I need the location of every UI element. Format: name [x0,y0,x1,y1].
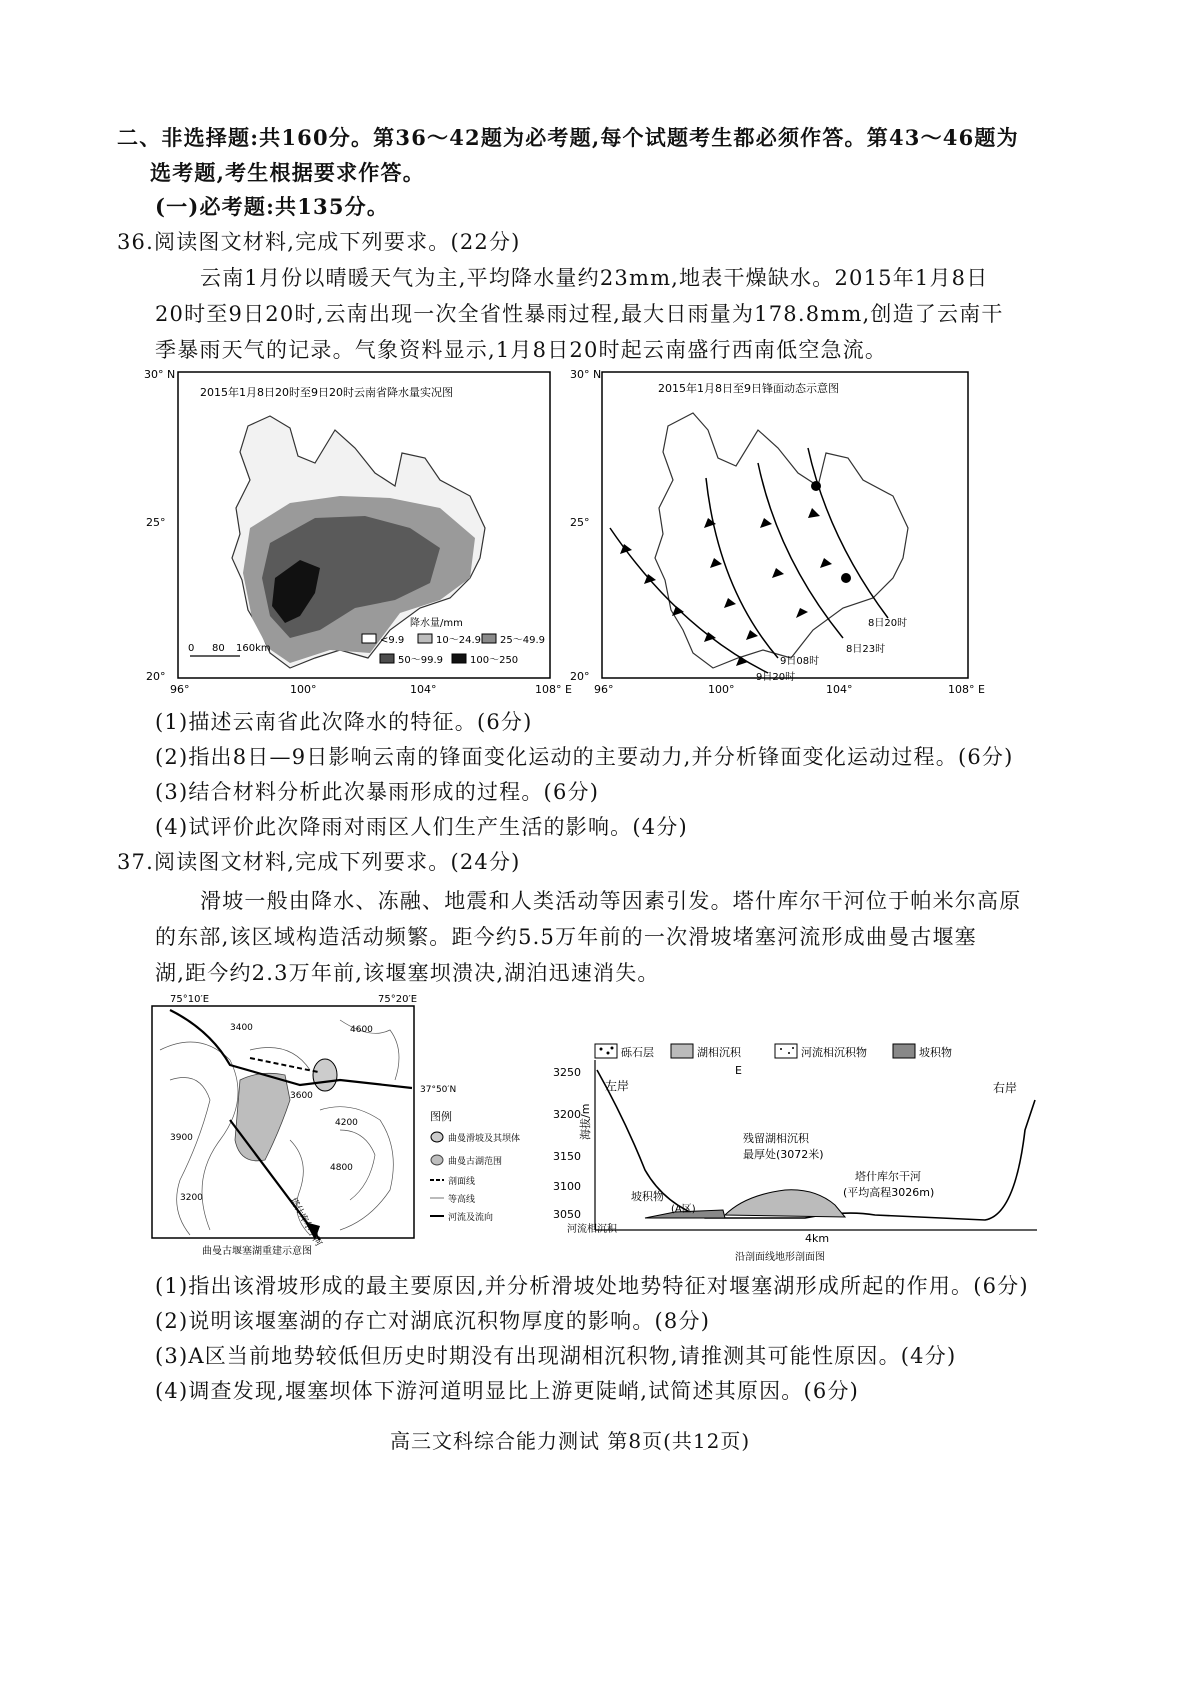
lat-label: 37°50′N [420,1085,457,1095]
svg-text:(A区): (A区) [671,1204,696,1215]
svg-text:3100: 3100 [553,1180,581,1193]
terrain-profile [545,1040,1065,1265]
front-map [568,368,985,703]
svg-text:50～99.9: 50～99.9 [398,655,443,666]
page-footer: 高三文科综合能力测试 第8页(共12页) [390,1429,751,1453]
svg-text:3200: 3200 [553,1108,581,1121]
svg-text:3050: 3050 [553,1208,581,1221]
q37-para-3: 湖,距今约2.3万年前,该堰塞坝溃决,湖泊迅速消失。 [155,961,660,985]
subsection-heading: (一)必考题:共135分。 [155,194,390,219]
svg-text:0: 0 [188,643,195,654]
map2-title: 2015年1月8日至9日锋面动态示意图 [658,382,839,395]
q37-question-4: (4)调查发现,堰塞坝体下游河道明显比上游更陡峭,试简述其原因。(6分) [155,1379,860,1403]
svg-text:10～24.9: 10～24.9 [436,635,481,646]
svg-text:4800: 4800 [330,1163,353,1173]
precipitation-map [140,368,572,703]
svg-text:残留湖相沉积: 残留湖相沉积 [743,1132,809,1145]
svg-text:108° E: 108° E [948,683,985,696]
q37-question-3: (3)A区当前地势较低但历史时期没有出现湖相沉积物,请推测其可能性原因。(4分) [155,1344,957,1368]
q36-question-2: (2)指出8日—9日影响云南的锋面变化运动的主要动力,并分析锋面变化运动过程。(6分) [155,745,1014,769]
svg-text:塔什库尔干河: 塔什库尔干河 [855,1170,921,1183]
svg-text:100～250: 100～250 [470,655,519,666]
map3-caption: 曲曼古堰塞湖重建示意图 [202,1246,312,1257]
map1-title: 2015年1月8日20时至9日20时云南省降水量实况图 [200,386,453,399]
svg-text:海拔/m: 海拔/m [579,1103,592,1140]
landslide-dam [313,1059,337,1091]
svg-text:等高线: 等高线 [448,1195,476,1205]
svg-text:20°: 20° [570,670,590,683]
lake-deposit [725,1190,845,1217]
svg-text:3250: 3250 [553,1066,581,1079]
q36-question-4: (4)试评价此次降雨对雨区人们生产生活的影响。(4分) [155,815,688,839]
svg-text:30° N: 30° N [570,368,602,381]
svg-text:河流相沉积物: 河流相沉积物 [801,1046,867,1059]
svg-text:4200: 4200 [335,1118,358,1128]
svg-text:湖相沉积: 湖相沉积 [697,1046,741,1059]
section-heading: 二、非选择题:共160分。第36～42题为必考题,每个试题考生都必须作答。第43～46题为 [117,125,1019,150]
svg-text:25～49.9: 25～49.9 [500,635,545,646]
svg-text:4km: 4km [805,1232,830,1245]
svg-text:曲曼滑坡及其坝体: 曲曼滑坡及其坝体 [448,1134,521,1144]
section-heading-cont: 选考题,考生根据要求作答。 [150,160,425,185]
svg-text:9日20时: 9日20时 [756,672,796,683]
map1-lat-30: 30° N [144,368,176,381]
svg-text:100°: 100° [708,683,735,696]
map1-lon-100: 100° [290,683,317,696]
svg-text:4600: 4600 [350,1025,373,1035]
dammed-lake-map [140,990,540,1262]
svg-text:8日20时: 8日20时 [868,618,908,629]
svg-text:96°: 96° [594,683,614,696]
svg-text:剖面线: 剖面线 [448,1177,476,1187]
svg-text:3400: 3400 [230,1023,253,1033]
profile-caption: 沿剖面线地形剖面图 [735,1252,825,1263]
q36-question-3: (3)结合材料分析此次暴雨形成的过程。(6分) [155,780,600,804]
svg-text:3200: 3200 [180,1193,203,1203]
svg-text:8日23时: 8日23时 [846,644,886,655]
svg-text:左岸: 左岸 [605,1079,630,1093]
svg-text:75°10′E: 75°10′E [170,994,210,1005]
svg-text:3150: 3150 [553,1150,581,1163]
map1-legend-title: 降水量/mm [410,618,463,629]
map1-lat-20: 20° [146,670,166,683]
q36-para-1: 云南1月份以晴暖天气为主,平均降水量约23mm,地表干燥缺水。2015年1月8日 [200,266,989,290]
map1-lon-104: 104° [410,683,437,696]
map1-lon-108: 108° E [535,683,572,696]
q36-para-2: 20时至9日20时,云南出现一次全省性暴雨过程,最大日雨量为178.8mm,创造了云南干 [155,302,1004,326]
svg-text:河流及流向: 河流及流向 [448,1213,494,1223]
svg-text:E: E [735,1064,742,1077]
svg-text:河流相沉积: 河流相沉积 [567,1224,617,1235]
q37-title: 37.阅读图文材料,完成下列要求。(24分) [117,850,521,874]
svg-text:104°: 104° [826,683,853,696]
svg-text:坡积物: 坡积物 [919,1046,952,1059]
svg-text:3900: 3900 [170,1133,193,1143]
svg-text:坡积物: 坡积物 [631,1190,664,1203]
svg-text:图例: 图例 [430,1110,452,1123]
svg-text:75°20′E: 75°20′E [378,994,418,1005]
svg-text:3600: 3600 [290,1091,313,1101]
svg-text:9日08时: 9日08时 [780,656,820,667]
q37-para-2: 的东部,该区域构造活动频繁。距今约5.5万年前的一次滑坡堵塞河流形成曲曼古堰塞 [155,925,977,949]
svg-text:砾石层: 砾石层 [621,1046,654,1059]
map1-lat-25: 25° [146,516,166,529]
svg-text:(平均高程3026m): (平均高程3026m) [843,1186,935,1199]
svg-text:最厚处(3072米): 最厚处(3072米) [743,1148,824,1161]
svg-text:80: 80 [212,643,225,654]
river-label: 塔什库尔干河 [287,1196,324,1249]
svg-text:<9.9: <9.9 [380,635,405,646]
map1-lon-96: 96° [170,683,190,696]
q36-para-3: 季暴雨天气的记录。气象资料显示,1月8日20时起云南盛行西南低空急流。 [155,338,888,362]
q37-para-1: 滑坡一般由降水、冻融、地震和人类活动等因素引发。塔什库尔干河位于帕米尔高原 [200,889,1022,913]
q37-question-1: (1)指出该滑坡形成的最主要原因,并分析滑坡处地势特征对堰塞湖形成所起的作用。(6分) [155,1274,1029,1298]
svg-text:25°: 25° [570,516,590,529]
svg-text:曲曼古湖范围: 曲曼古湖范围 [448,1157,503,1167]
q36-question-1: (1)描述云南省此次降水的特征。(6分) [155,710,533,734]
q36-title: 36.阅读图文材料,完成下列要求。(22分) [117,230,521,254]
svg-text:右岸: 右岸 [993,1081,1018,1095]
q37-question-2: (2)说明该堰塞湖的存亡对湖底沉积物厚度的影响。(8分) [155,1309,711,1333]
svg-text:160km: 160km [236,643,271,654]
